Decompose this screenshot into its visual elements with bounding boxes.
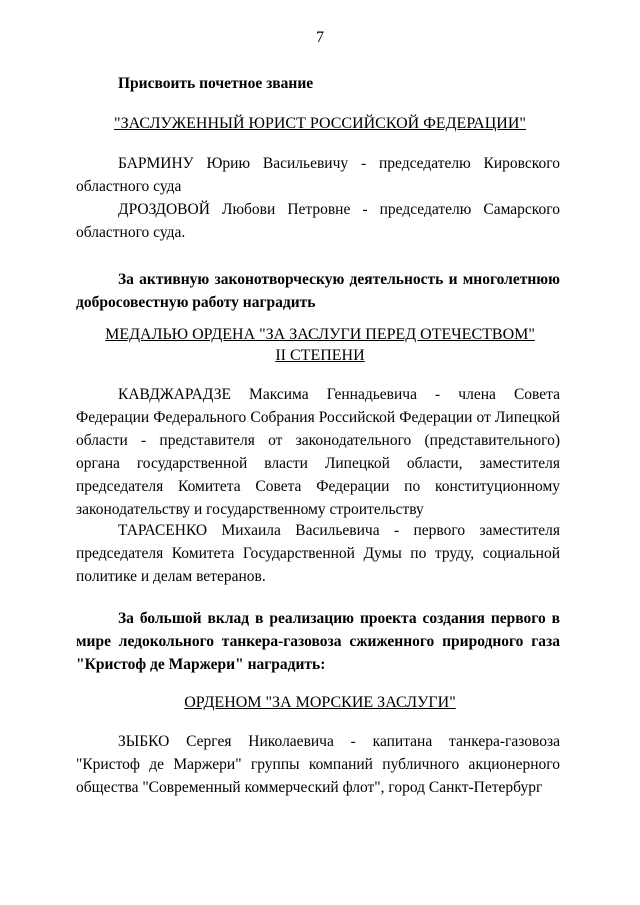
section2-person-2: ТАРАСЕНКО Михаила Васильевича - первого заместителя председателя Комитета Государственной Думы по труду, социальной политике и делам ветеранов. bbox=[76, 522, 560, 585]
section3-intro: За большой вклад в реализацию проекта создания первого в мире ледокольного танкера-газовоза сжиженного природного газа "Кристоф де Маржери" наградить: bbox=[76, 610, 560, 673]
section3-award-title: ОРДЕНОМ "ЗА МОРСКИЕ ЗАСЛУГИ" bbox=[184, 694, 456, 711]
section1-award-title: "ЗАСЛУЖЕННЫЙ ЮРИСТ РОССИЙСКОЙ ФЕДЕРАЦИИ" bbox=[114, 115, 526, 132]
section1-person-1: БАРМИНУ Юрию Васильевичу - председателю Кировского областного суда bbox=[76, 155, 560, 195]
section2-intro: За активную законотворческую деятельность и многолетнюю добросовестную работу наградить bbox=[76, 271, 560, 311]
page-number: 7 bbox=[316, 29, 324, 46]
section2-award-title-line2: II СТЕПЕНИ bbox=[275, 347, 365, 364]
section2-award-title-line1: МЕДАЛЬЮ ОРДЕНА "ЗА ЗАСЛУГИ ПЕРЕД ОТЕЧЕСТВОМ" bbox=[105, 326, 535, 343]
section2-person-1: КАВДЖАРАДЗЕ Максима Геннадьевича - члена Совета Федерации Федерального Собрания Российской Федерации от Липецкой области - представителя от законодательного (представительного) органа государственной власти Липецкой области, заместителя председателя Комитета Совета Федерации по конституционному законодательству и государственному строительству bbox=[76, 386, 560, 518]
section1-intro: Присвоить почетное звание bbox=[118, 75, 314, 92]
section1-person-2: ДРОЗДОВОЙ Любови Петровне - председателю Самарского областного суда. bbox=[76, 201, 560, 241]
section3-person-1: ЗЫБКО Сергея Николаевича - капитана танкера-газовоза "Кристоф де Маржери" группы компаний публичного акционерного общества "Современный коммерческий флот", город Санкт-Петербург bbox=[76, 733, 560, 796]
